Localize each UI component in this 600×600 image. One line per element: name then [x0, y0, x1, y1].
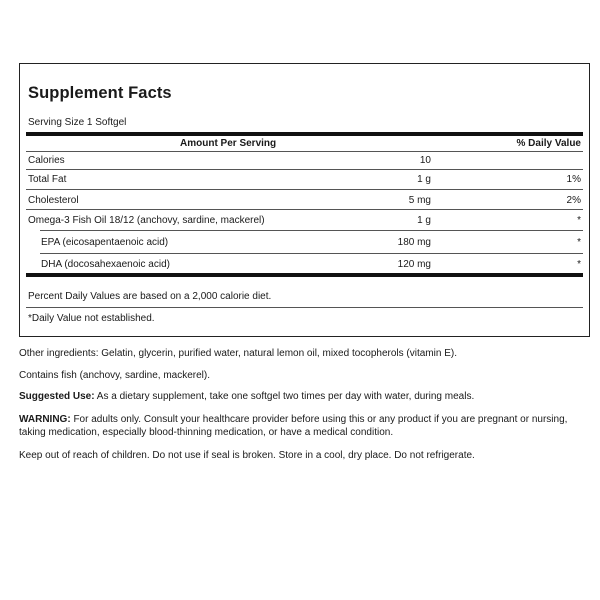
nutrient-amount: 10	[419, 155, 431, 166]
nutrient-daily-value: *	[577, 215, 581, 226]
nutrient-name: DHA (docosahexaenoic acid)	[41, 259, 170, 270]
nutrient-daily-value: 2%	[566, 195, 581, 206]
top-thick-rule	[26, 132, 583, 136]
nutrient-daily-value: 1%	[566, 174, 581, 185]
supplement-facts-panel	[19, 63, 590, 337]
nutrient-amount: 1 g	[417, 174, 431, 185]
nutrient-name: EPA (eicosapentaenoic acid)	[41, 237, 169, 248]
nutrient-amount: 1 g	[417, 215, 431, 226]
contains-fish: Contains fish (anchovy, sardine, mackerel).	[19, 370, 211, 381]
row-rule	[26, 189, 583, 190]
other-ingredients: Other ingredients: Gelatin, glycerin, purified water, natural lemon oil, mixed tocopherols (vitamin E).	[19, 348, 457, 359]
nutrient-amount: 120 mg	[397, 259, 431, 270]
storage-instructions: Keep out of reach of children. Do not use if seal is broken. Store in a cool, dry place. Do not refrigerate.	[19, 450, 475, 461]
bottom-thick-rule	[26, 273, 583, 277]
warning	[19, 413, 589, 439]
nutrient-amount: 5 mg	[408, 195, 431, 206]
amount-per-serving-header: Amount Per Serving	[180, 138, 277, 149]
row-rule	[26, 209, 583, 210]
nutrient-amount: 180 mg	[397, 237, 431, 248]
row-rule	[40, 253, 583, 254]
serving-size: Serving Size 1 Softgel	[28, 117, 127, 128]
warning-text: For adults only. Consult your healthcare provider before using this or any product if you are pregnant or nursing, taking medication, especially blood-thinning medication, or have a medical condition.	[19, 414, 568, 438]
footnote-rule	[26, 307, 583, 308]
nutrient-daily-value: *	[577, 259, 581, 270]
header-rule	[26, 151, 583, 152]
panel-title: Supplement Facts	[28, 84, 172, 102]
suggested-use-label: Suggested Use:	[19, 391, 95, 402]
nutrient-name: Cholesterol	[28, 195, 79, 206]
daily-value-header: % Daily Value	[516, 138, 581, 149]
suggested-use	[19, 390, 589, 403]
daily-values-footnote: Percent Daily Values are based on a 2,000 calorie diet.	[28, 291, 272, 302]
warning-label: WARNING:	[19, 414, 71, 425]
nutrient-daily-value: *	[577, 237, 581, 248]
nutrient-name: Total Fat	[28, 174, 67, 185]
daily-value-not-established: *Daily Value not established.	[28, 313, 155, 324]
row-rule	[40, 230, 583, 231]
nutrient-name: Calories	[28, 155, 65, 166]
nutrient-name: Omega-3 Fish Oil 18/12 (anchovy, sardine, mackerel)	[28, 215, 265, 226]
row-rule	[26, 169, 583, 170]
suggested-use-text: As a dietary supplement, take one softgel two times per day with water, during meals.	[94, 391, 475, 402]
